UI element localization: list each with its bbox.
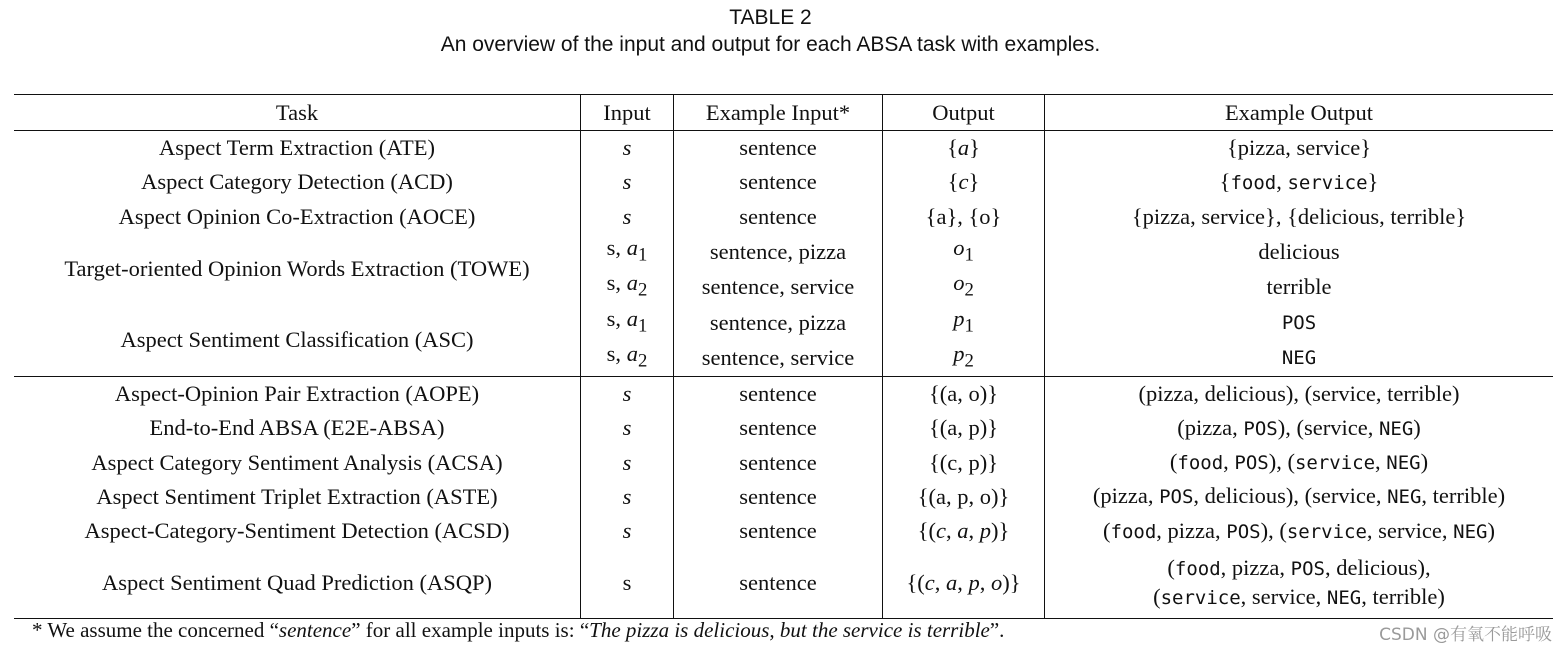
task-cell: Aspect-Opinion Pair Extraction (AOPE) bbox=[14, 376, 581, 411]
table-row bbox=[14, 480, 1553, 514]
example-output-cell: (pizza, delicious), (service, terrible) bbox=[1045, 376, 1554, 411]
example-input-cell: sentence bbox=[674, 548, 883, 619]
example-input-cell: sentence, service bbox=[674, 340, 883, 376]
table-row bbox=[14, 445, 1553, 479]
example-input-cell: sentence bbox=[674, 376, 883, 411]
output-cell: {(c, a, p)} bbox=[883, 514, 1045, 548]
output-cell: {(a, p)} bbox=[883, 411, 1045, 445]
footnote-tail: ”. bbox=[989, 618, 1005, 642]
example-output-cell: (pizza, POS), (service, NEG) bbox=[1045, 411, 1554, 445]
task-cell: Aspect-Category-Sentiment Detection (ACSD) bbox=[84, 518, 510, 544]
task-cell: Aspect Sentiment Triplet Extraction (ASTE) bbox=[96, 483, 498, 509]
task-cell: Aspect Sentiment Quad Prediction (ASQP) bbox=[14, 548, 581, 619]
table-row bbox=[14, 548, 1553, 619]
example-output-cell: delicious bbox=[1045, 234, 1554, 270]
output-cell: {c} bbox=[883, 165, 1045, 199]
task-cell: Aspect Sentiment Classification (ASC) bbox=[120, 327, 474, 353]
output-cell: {(a, o)} bbox=[883, 376, 1045, 411]
output-cell: {(a, p, o)} bbox=[883, 480, 1045, 514]
example-output-cell: terrible bbox=[1045, 269, 1554, 305]
example-output-cell: {pizza, service} bbox=[1045, 131, 1554, 166]
footnote-term: sentence bbox=[278, 618, 352, 642]
example-output-cell: (pizza, POS, delicious), (service, NEG, terrible) bbox=[1045, 480, 1554, 514]
table-row bbox=[14, 200, 1553, 234]
input-cell: s bbox=[581, 165, 674, 199]
example-input-cell: sentence, pizza bbox=[674, 305, 883, 341]
header-input: Input bbox=[581, 95, 674, 131]
table-row bbox=[14, 514, 1553, 548]
header-task: Task bbox=[275, 99, 319, 125]
output-cell: {(c, a, p, o)} bbox=[883, 548, 1045, 619]
output-cell: {a}, {o} bbox=[883, 200, 1045, 234]
table-row bbox=[14, 234, 1553, 270]
task-cell: Aspect Term Extraction (ATE) bbox=[158, 135, 436, 161]
example-output-cell: (food, pizza, POS), (service, service, NEG) bbox=[1045, 514, 1554, 548]
input-cell: s bbox=[581, 514, 674, 548]
table-row bbox=[14, 165, 1553, 199]
table-row bbox=[14, 411, 1553, 445]
example-input-cell: sentence, service bbox=[674, 269, 883, 305]
input-cell: s bbox=[581, 480, 674, 514]
input-cell: s, $a_2$ bbox=[581, 340, 674, 376]
input-cell: s, $a_1$ bbox=[581, 234, 674, 270]
example-input-cell: sentence bbox=[674, 480, 883, 514]
input-cell: s bbox=[581, 548, 674, 619]
task-cell: Aspect Category Detection (ACD) bbox=[141, 169, 453, 195]
table-caption bbox=[0, 4, 1541, 58]
example-input-cell: sentence bbox=[674, 514, 883, 548]
footnote-mid: ” for all example inputs is: “ bbox=[351, 618, 590, 642]
output-cell: {a} bbox=[883, 131, 1045, 166]
header-example-input: Example Input* bbox=[674, 95, 883, 131]
output-cell: $o_1$ bbox=[883, 234, 1045, 270]
example-output-line: (food, pizza, POS, delicious), bbox=[1167, 555, 1431, 581]
table-number: TABLE 2 bbox=[729, 6, 812, 29]
task-cell: Aspect Category Sentiment Analysis (ACSA) bbox=[91, 449, 503, 475]
table-row bbox=[14, 376, 1553, 411]
example-input-cell: sentence bbox=[674, 445, 883, 479]
table-footnote bbox=[32, 616, 1004, 644]
task-cell: Aspect Opinion Co-Extraction (AOCE) bbox=[118, 203, 476, 229]
output-cell: $p_2$ bbox=[883, 340, 1045, 376]
example-output-cell: NEG bbox=[1045, 340, 1554, 376]
task-cell: End-to-End ABSA (E2E-ABSA) bbox=[149, 415, 445, 441]
example-input-cell: sentence, pizza bbox=[674, 234, 883, 270]
input-cell: s, $a_1$ bbox=[581, 305, 674, 341]
input-cell: s bbox=[581, 200, 674, 234]
example-input-cell: sentence bbox=[674, 200, 883, 234]
input-cell: s bbox=[581, 445, 674, 479]
example-output-cell: POS bbox=[1045, 305, 1554, 341]
table-row bbox=[14, 131, 1553, 166]
header-output: Output bbox=[883, 95, 1045, 131]
example-input-cell: sentence bbox=[674, 131, 883, 166]
example-input-cell: sentence bbox=[674, 411, 883, 445]
input-cell: s bbox=[581, 411, 674, 445]
example-input-cell: sentence bbox=[674, 165, 883, 199]
table-row bbox=[14, 305, 1553, 341]
example-output-cell: (food, POS), (service, NEG) bbox=[1045, 445, 1554, 479]
output-cell: $o_2$ bbox=[883, 269, 1045, 305]
table-subtitle: An overview of the input and output for each ABSA task with examples. bbox=[440, 33, 1101, 56]
input-cell: s bbox=[581, 131, 674, 166]
absa-task-table bbox=[14, 94, 1553, 619]
example-output-cell: {pizza, service}, {delicious, terrible} bbox=[1045, 200, 1554, 234]
example-output-cell bbox=[1045, 548, 1554, 619]
example-output-cell: {food, service} bbox=[1045, 165, 1554, 199]
input-cell: s bbox=[581, 376, 674, 411]
watermark: CSDN @有氧不能呼吸 bbox=[1379, 625, 1552, 645]
footnote-quote: The pizza is delicious, but the service is terrible bbox=[589, 618, 990, 642]
output-cell: {(c, p)} bbox=[883, 445, 1045, 479]
input-cell: s, $a_2$ bbox=[581, 269, 674, 305]
example-output-line: (service, service, NEG, terrible) bbox=[1153, 584, 1445, 610]
output-cell: $p_1$ bbox=[883, 305, 1045, 341]
header-row bbox=[14, 95, 1553, 131]
header-example-output: Example Output bbox=[1045, 95, 1554, 131]
task-cell: Target-oriented Opinion Words Extraction (TOWE) bbox=[64, 256, 530, 282]
footnote-lead: * We assume the concerned “ bbox=[32, 618, 279, 642]
